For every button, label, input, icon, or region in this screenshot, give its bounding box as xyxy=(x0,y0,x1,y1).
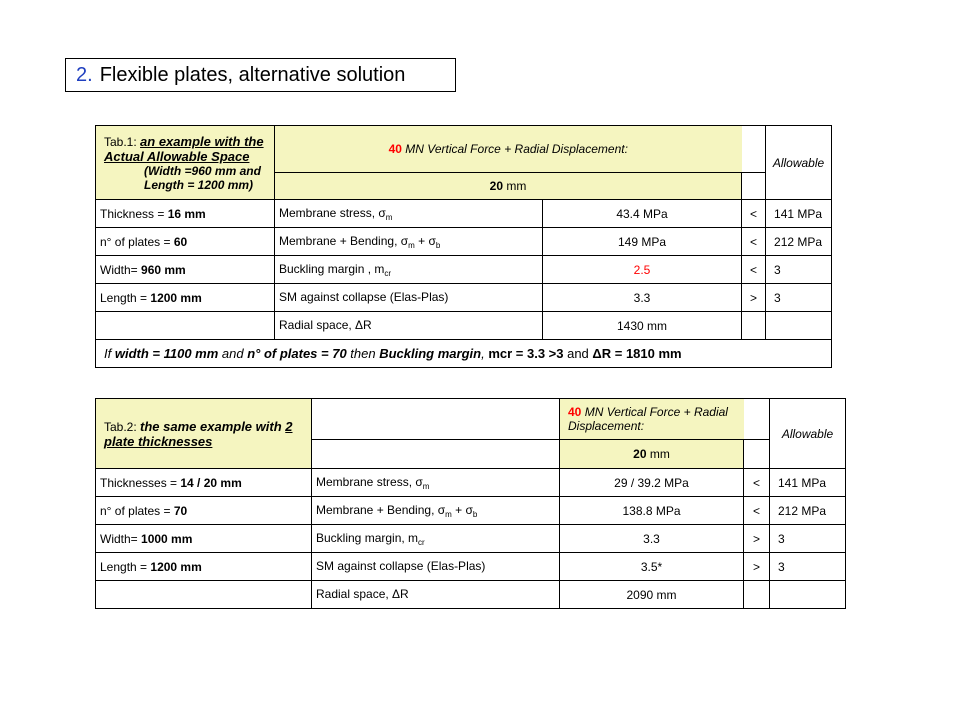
param-label: Length = xyxy=(100,290,151,305)
table2-disp-unit: mm xyxy=(646,447,670,461)
quantity-cell xyxy=(275,284,543,312)
quantity-cell xyxy=(275,312,543,340)
table2-disp-header-gap xyxy=(744,440,770,469)
quantity-extra: + σ xyxy=(414,233,436,248)
table-row xyxy=(96,581,846,609)
param-value: 1000 mm xyxy=(141,531,193,546)
note-part: If xyxy=(104,346,115,361)
allowable-cell: 141 MPa xyxy=(770,469,846,497)
allowable-cell: 141 MPa xyxy=(766,200,832,228)
quantity-label: Membrane stress, σ xyxy=(279,205,386,220)
param-cell xyxy=(96,200,275,228)
comparison-cell xyxy=(744,581,770,609)
table1-caption-cell xyxy=(96,126,275,200)
table-row xyxy=(96,284,832,312)
quantity-cell xyxy=(275,228,543,256)
table-row xyxy=(96,497,846,525)
note-part: Buckling margin xyxy=(379,346,482,361)
comparison-cell: < xyxy=(744,469,770,497)
table1-disp-value: 20 xyxy=(489,179,504,193)
value-cell: 1430 mm xyxy=(543,312,742,340)
table2-disp-header xyxy=(560,440,744,469)
quantity-subscript-2: b xyxy=(435,240,441,250)
table-row xyxy=(96,312,832,340)
param-value: 960 mm xyxy=(141,262,186,277)
table1-force-header-gap xyxy=(742,126,766,173)
param-cell xyxy=(96,469,312,497)
param-label: Thicknesses = xyxy=(100,475,181,490)
table-row xyxy=(96,553,846,581)
quantity-subscript: cr xyxy=(384,268,392,278)
quantity-cell xyxy=(312,469,560,497)
quantity-subscript: cr xyxy=(418,537,425,547)
quantity-subscript: m xyxy=(445,509,452,519)
quantity-subscript: m xyxy=(422,481,430,491)
table1-force-label: MN Vertical Force + Radial Displacement: xyxy=(401,142,628,156)
table1-caption-prefix: Tab.1: xyxy=(104,134,141,149)
table2-caption-prefix: Tab.2: xyxy=(104,419,141,434)
quantity-cell xyxy=(312,581,560,609)
value-cell: 149 MPa xyxy=(543,228,742,256)
note-part: mcr = 3.3 >3 xyxy=(488,346,564,361)
quantity-subscript: m xyxy=(408,240,415,250)
value-cell: 2090 mm xyxy=(560,581,744,609)
quantity-label: Membrane stress, σ xyxy=(316,474,423,489)
comparison-cell: < xyxy=(742,200,766,228)
allowable-cell: 3 xyxy=(770,525,846,553)
value-cell: 29 / 39.2 MPa xyxy=(560,469,744,497)
note-part: and xyxy=(563,346,593,361)
allowable-cell: 3 xyxy=(770,553,846,581)
slide-title-text: Flexible plates, alternative solution xyxy=(99,63,406,86)
table2-caption-main: the same example with xyxy=(140,418,286,434)
note-part: width = 1100 mm xyxy=(114,346,219,361)
param-value: 1200 mm xyxy=(150,559,202,574)
comparison-cell xyxy=(742,312,766,340)
table2-force-value: 40 xyxy=(568,405,582,419)
table2-caption-underlined: 2 plate thicknesses xyxy=(104,418,293,449)
value-cell: 43.4 MPa xyxy=(543,200,742,228)
quantity-extra: + σ xyxy=(451,502,473,517)
quantity-subscript-2: b xyxy=(472,509,478,519)
quantity-label: Membrane + Bending, σ xyxy=(279,233,409,248)
note-part: , xyxy=(481,346,489,361)
quantity-label: Radial space, ΔR xyxy=(316,586,409,601)
quantity-cell xyxy=(275,200,543,228)
quantity-label: SM against collapse (Elas-Plas) xyxy=(316,558,486,573)
results-table-1 xyxy=(95,125,832,368)
param-cell xyxy=(96,228,275,256)
results-table-2 xyxy=(95,398,846,609)
quantity-label: Membrane + Bending, σ xyxy=(316,502,446,517)
param-label: Width= xyxy=(100,262,142,277)
allowable-cell: 3 xyxy=(766,256,832,284)
param-cell xyxy=(96,312,275,340)
comparison-cell: < xyxy=(742,256,766,284)
param-cell xyxy=(96,256,275,284)
table1-disp-header-gap xyxy=(742,173,766,200)
param-label: Thickness = xyxy=(100,206,168,221)
param-value: 70 xyxy=(173,503,188,518)
table1-force-header xyxy=(275,126,742,173)
table-row xyxy=(96,525,846,553)
allowable-cell xyxy=(766,312,832,340)
value-cell: 3.3 xyxy=(543,284,742,312)
param-value: 14 / 20 mm xyxy=(180,475,242,490)
table-row xyxy=(96,256,832,284)
table2-disp-value: 20 xyxy=(633,447,647,461)
param-cell xyxy=(96,497,312,525)
comparison-cell: > xyxy=(742,284,766,312)
table-row xyxy=(96,228,832,256)
table1-caption-sub: (Width =960 mm and Length = 1200 mm) xyxy=(144,163,261,192)
param-label: n° of plates = xyxy=(100,503,174,518)
comparison-cell: > xyxy=(744,553,770,581)
quantity-cell xyxy=(312,553,560,581)
value-cell: 3.5* xyxy=(560,553,744,581)
param-cell xyxy=(96,284,275,312)
allowable-cell xyxy=(770,581,846,609)
note-part: ΔR = 1810 mm xyxy=(592,346,682,361)
slide-title-number: 2. xyxy=(76,63,93,86)
value-cell: 2.5 xyxy=(543,256,742,284)
param-cell xyxy=(96,581,312,609)
quantity-label: Buckling margin , m xyxy=(279,261,385,276)
param-label: Width= xyxy=(100,531,142,546)
param-label: n° of plates = xyxy=(100,234,174,249)
allowable-cell: 212 MPa xyxy=(766,228,832,256)
param-value: 60 xyxy=(173,234,188,249)
quantity-label: Radial space, ΔR xyxy=(279,317,372,332)
table1-disp-header xyxy=(275,173,742,200)
value-cell: 138.8 MPa xyxy=(560,497,744,525)
table2-allowable-header: Allowable xyxy=(770,399,846,469)
table1-force-value: 40 xyxy=(388,142,402,156)
allowable-cell: 212 MPa xyxy=(770,497,846,525)
quantity-label: SM against collapse (Elas-Plas) xyxy=(279,289,449,304)
quantity-cell xyxy=(312,525,560,553)
table2-caption-cell xyxy=(96,399,312,469)
note-part: and xyxy=(218,346,248,361)
table2-force-header-gap xyxy=(744,399,770,440)
param-label: Length = xyxy=(100,559,151,574)
table1-caption-main: an example with the Actual Allowable Space xyxy=(104,133,264,164)
value-cell: 3.3 xyxy=(560,525,744,553)
table2-force-header xyxy=(560,399,744,440)
param-value: 1200 mm xyxy=(150,290,202,305)
comparison-cell: > xyxy=(744,525,770,553)
allowable-cell: 3 xyxy=(766,284,832,312)
note-part: n° of plates = 70 xyxy=(247,346,347,361)
table1-disp-unit: mm xyxy=(503,179,527,193)
quantity-cell xyxy=(312,497,560,525)
quantity-cell xyxy=(275,256,543,284)
quantity-subscript: m xyxy=(385,212,393,222)
param-cell xyxy=(96,553,312,581)
param-cell xyxy=(96,525,312,553)
comparison-cell: < xyxy=(742,228,766,256)
table2-force-label: MN Vertical Force + Radial Displacement: xyxy=(568,405,728,433)
table-row xyxy=(96,200,832,228)
quantity-label: Buckling margin, m xyxy=(316,530,419,545)
param-value: 16 mm xyxy=(167,206,206,221)
note-part: then xyxy=(346,346,380,361)
table1-allowable-header: Allowable xyxy=(766,126,832,200)
table-row xyxy=(96,469,846,497)
slide-title xyxy=(65,58,456,92)
table1-note xyxy=(96,340,832,368)
comparison-cell: < xyxy=(744,497,770,525)
